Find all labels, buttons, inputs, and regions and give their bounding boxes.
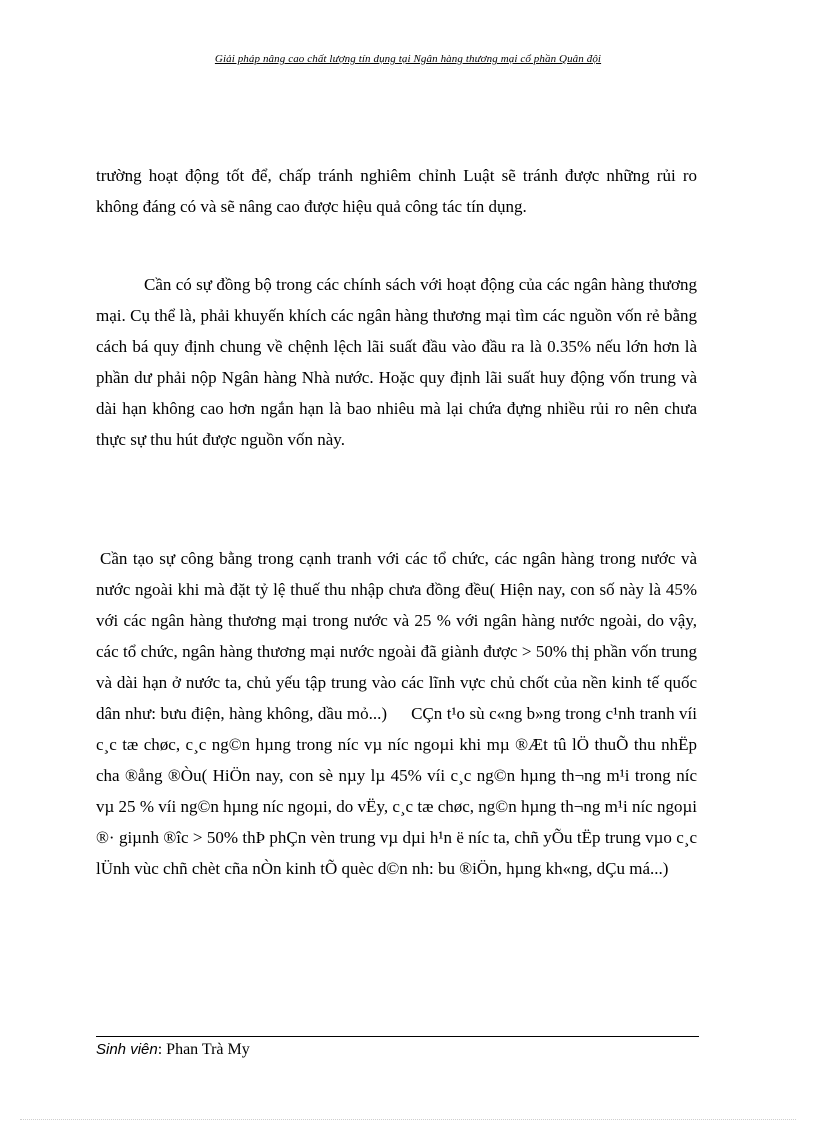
paragraph-3-garbled-text: CÇn t¹o sù c«ng b»ng trong c¹nh tranh víi c¸c tæ chøc, c¸c ng©n hµng trong níc vµ níc ngoµi khi mµ ®Æt tû lÖ thuÕ thu nhËp cha ®ång ®Òu( HiÖn nay, con sè nµy lµ 45% víi c¸c ng©n hµng th¬ng m¹i trong níc vµ 25 % víi ng©n hµng níc ngoµi, do vËy, c¸c tæ chøc, ng©n hµng th¬ng m¹i níc ngoµi ®· giµnh ®îc > 50% thÞ phÇn vèn trung vµ dµi h¹n ë níc ta, chñ yÕu tËp trung vµo c¸c lÜnh vùc chñ chèt cña nÒn kinh tÕ quèc d©n nh: bu ®iÖn, hµng kh«ng, dÇu má...): [96, 704, 697, 878]
footer-label: Sinh viên: [96, 1041, 158, 1058]
footer-divider: [96, 1036, 699, 1037]
paragraph-3: [96, 543, 697, 884]
paragraph-3-readable-text: Cần tạo sự công bằng trong cạnh tranh với các tổ chức, các ngân hàng trong nước và nước ngoài khi mà đặt tỷ lệ thuế thu nhập chưa đồng đều( Hiện nay, con số này là 45% với các ngân hàng thương mại trong nước và 25 % với ngân hàng nước ngoài, do vậy, các tổ chức, ngân hàng thương mại nước ngoài đã giành được > 50% thị phần vốn trung và dài hạn ở nước ta, chủ yếu tập trung vào các lĩnh vực chủ chốt của nền kinh tế quốc dân như: bưu điện, hàng không, dầu mỏ...): [96, 549, 697, 723]
page-bottom-edge: [20, 1119, 796, 1120]
paragraph-1: [96, 160, 697, 222]
footer: [96, 1041, 250, 1059]
paragraph-2-text: Cần có sự đồng bộ trong các chính sách với hoạt động của các ngân hàng thương mại. Cụ thể là, phải khuyến khích các ngân hàng thương mại tìm các nguồn vốn rẻ bằng cách bá quy định chung về chệnh lệch lãi suất đầu vào đầu ra là 0.35% nếu lớn hơn là phần dư phải nộp Ngân hàng Nhà nước. Hoặc quy định lãi suất huy động vốn trung và dài hạn không cao hơn ngắn hạn là bao nhiêu mà lại chứa đựng nhiều rủi ro nên chưa thực sự thu hút được nguồn vốn này.: [96, 275, 697, 449]
footer-author-name: Phan Trà My: [166, 1041, 250, 1058]
paragraph-2: [96, 269, 697, 455]
running-header: Giải pháp nâng cao chất lượng tín dụng tại Ngân hàng thương mại cổ phần Quân đội: [214, 53, 602, 65]
footer-separator: :: [157, 1041, 167, 1058]
paragraph-1-text: trường hoạt động tốt để, chấp tránh nghiêm chỉnh Luật sẽ tránh được những rủi ro không đáng có và sẽ nâng cao được hiệu quả công tác tín dụng.: [96, 166, 697, 216]
